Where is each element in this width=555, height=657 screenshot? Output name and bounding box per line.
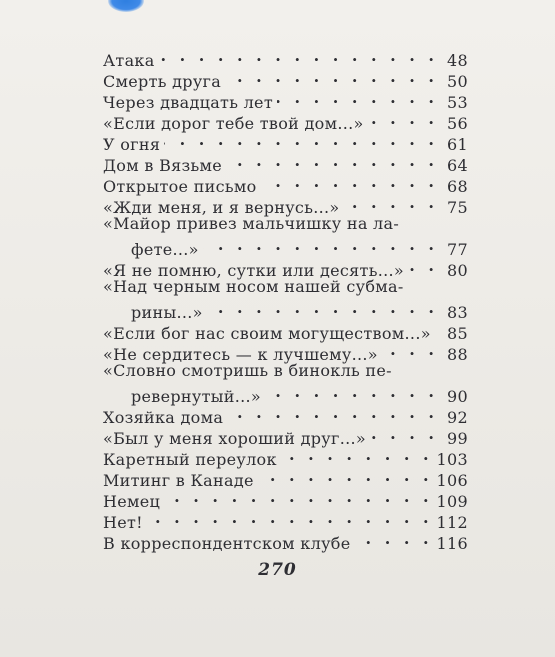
toc-entry-title-cont: фете...» xyxy=(131,240,199,259)
toc-entry xyxy=(103,45,468,70)
table-of-contents xyxy=(103,45,468,553)
toc-entry-title: Смерть друга xyxy=(103,72,222,91)
toc-entry-title: Через двадцать лет xyxy=(103,93,273,112)
toc-entry-title: «Я не помню, сутки или десять...» xyxy=(103,261,404,280)
toc-entry-title-cont: ревернутый...» xyxy=(131,387,262,406)
dot-leader xyxy=(277,87,438,108)
dot-leader xyxy=(203,234,438,255)
toc-entry-page: 61 xyxy=(447,135,468,154)
toc-entry-page: 106 xyxy=(436,471,468,490)
dot-leader xyxy=(147,507,433,528)
toc-entry-page: 68 xyxy=(447,177,468,196)
toc-entry-page: 64 xyxy=(447,156,468,175)
toc-entry xyxy=(103,528,468,553)
toc-entry xyxy=(103,507,468,532)
toc-entry-first-line xyxy=(103,213,468,234)
toc-entry-title: Немец xyxy=(103,492,161,511)
toc-entry-page: 116 xyxy=(436,534,468,553)
toc-entry-page: 80 xyxy=(447,261,468,280)
dot-leader xyxy=(227,402,438,423)
toc-entry-title: «Жди меня, и я вернусь...» xyxy=(103,198,340,217)
dot-leader xyxy=(159,45,438,66)
dot-leader xyxy=(355,528,433,549)
toc-entry-continuation xyxy=(103,234,468,259)
toc-entry-page: 103 xyxy=(436,450,468,469)
dot-leader xyxy=(207,297,438,318)
toc-entry-title: «Не сердитесь — к лучшему...» xyxy=(103,345,378,364)
toc-entry-title: «Майор привез мальчишку на ла- xyxy=(103,214,400,233)
dot-leader xyxy=(408,255,438,276)
toc-entry-page: 53 xyxy=(447,93,468,112)
dot-leader xyxy=(370,423,438,444)
toc-entry-continuation xyxy=(103,381,468,406)
toc-entry-page: 112 xyxy=(436,513,468,532)
toc-entry-first-line xyxy=(103,360,468,381)
dot-leader xyxy=(261,171,438,192)
toc-entry-page: 56 xyxy=(447,114,468,133)
toc-entry-title: Атака xyxy=(103,51,155,70)
toc-entry-page: 75 xyxy=(447,198,468,217)
blue-ink-mark xyxy=(108,0,144,12)
toc-entry-continuation xyxy=(103,297,468,322)
dot-leader xyxy=(226,150,438,171)
toc-entry-title: Каретный переулок xyxy=(103,450,277,469)
toc-entry-page: 48 xyxy=(447,51,468,70)
dot-leader xyxy=(281,444,433,465)
toc-entry-title: «Был у меня хороший друг...» xyxy=(103,429,366,448)
toc-entry-page: 83 xyxy=(447,303,468,322)
dot-leader xyxy=(225,66,438,87)
dot-leader xyxy=(265,381,438,402)
toc-entry xyxy=(103,66,468,91)
toc-entry-title: В корреспондентском клубе xyxy=(103,534,351,553)
toc-entry-title: Нет! xyxy=(103,513,143,532)
toc-entry-title: У огня xyxy=(103,135,161,154)
toc-entry-first-line xyxy=(103,276,468,297)
page-number: 270 xyxy=(258,560,297,580)
toc-entry-title: Митинг в Канаде xyxy=(103,471,254,490)
dot-leader xyxy=(164,486,432,507)
dot-leader xyxy=(258,465,433,486)
toc-entry-page: 88 xyxy=(447,345,468,364)
toc-entry-title: «Если дорог тебе твой дом...» xyxy=(103,114,364,133)
toc-entry-page: 85 xyxy=(447,324,468,343)
toc-entry-page: 50 xyxy=(447,72,468,91)
dot-leader xyxy=(343,192,438,213)
toc-entry-page: 77 xyxy=(447,240,468,259)
dot-leader xyxy=(164,129,438,150)
dot-leader xyxy=(435,318,438,339)
toc-entry-page: 92 xyxy=(447,408,468,427)
dot-leader xyxy=(368,108,438,129)
toc-entry-page: 99 xyxy=(447,429,468,448)
dot-leader xyxy=(382,339,438,360)
toc-entry-page: 90 xyxy=(447,387,468,406)
toc-entry-title: «Над черным носом нашей субма- xyxy=(103,277,404,296)
toc-entry-title: «Словно смотришь в бинокль пе- xyxy=(103,361,392,380)
toc-entry-title: «Если бог нас своим могуществом...» xyxy=(103,324,431,343)
toc-entry-page: 109 xyxy=(436,492,468,511)
toc-entry-title: Открытое письмо xyxy=(103,177,257,196)
toc-entry-title: Дом в Вязьме xyxy=(103,156,223,175)
toc-entry-title: Хозяйка дома xyxy=(103,408,224,427)
toc-entry-title-cont: рины...» xyxy=(131,303,203,322)
